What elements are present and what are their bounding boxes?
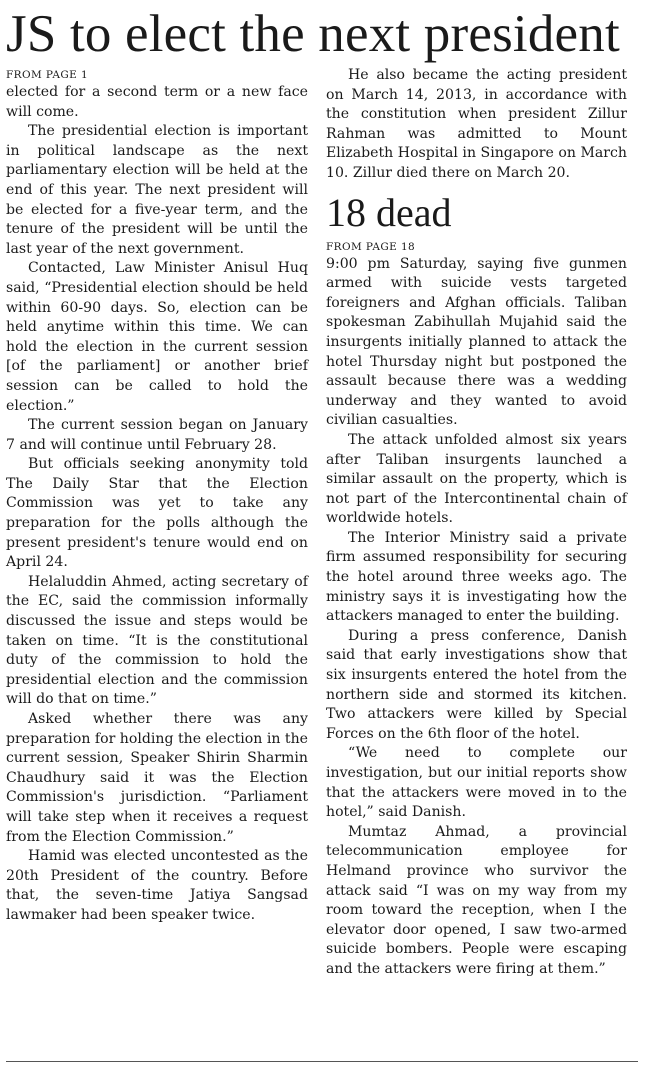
article-paragraph: Hamid was elected uncontested as the 20th President of the country. Before that, the seven-time Jatiya Sangsad lawmaker had been speaker twice.: [6, 848, 308, 923]
article-paragraph: He also became the acting president on March 14, 2013, in accordance with the constitution when president Zillur Rahman was admitted to Mount Elizabeth Hospital in Singapore on March 10. Zillur died there on March 20.: [326, 67, 627, 181]
article-paragraph: Contacted, Law Minister Anisul Huq said, “Presidential election should be held within 60-90 days. So, election can be held anytime within this time. We can hold the election in the current session [of the parliament] or another brief session can be called to hold the election.”: [6, 260, 308, 414]
article-paragraph: The presidential election is important in political landscape as the next parliamentary election will be held at the end of this year. The next president will be elected for a five-year term, and the tenure of the president will be until the last year of the next government.: [6, 123, 308, 257]
article-paragraph: But officials seeking anonymity told The Daily Star that the Election Commission was yet to take any preparation for the polls although the present president's tenure would end on April 24.: [6, 456, 308, 571]
article-paragraph: Asked whether there was any preparation for holding the election in the current session, Speaker Shirin Sharmin Chaudhury said it was the Election Commission's jurisdiction. “Parliament will take step when it receives a request from the Election Commission.”: [6, 711, 308, 845]
article-paragraph: 9:00 pm Saturday, saying five gunmen armed with suicide vests targeted foreigners and Afghan officials. Taliban spokesman Zabihullah Mujahid said the insurgents initially planned to attack the hotel Thursday night but postponed the assault because there was a wedding underway and they wanted to avoid civilian casualties.: [326, 255, 627, 429]
bottom-divider: [6, 1061, 638, 1062]
column-right: [326, 66, 627, 980]
article-paragraph: The attack unfolded almost six years after Taliban insurgents launched a similar assault on the property, which is not part of the Intercontinental chain of worldwide hotels.: [326, 431, 627, 527]
article-headline-president: JS to elect the next president: [6, 5, 620, 63]
article-paragraph: Helaluddin Ahmed, acting secretary of the EC, said the commission informally discussed the issue and steps would be taken on time. “It is the constitutional duty of the commission to hold the presidential election and the commission will do that on time.”: [6, 573, 308, 708]
article-paragraph: The current session began on January 7 and will continue until February 28.: [6, 417, 308, 453]
column-left: [6, 66, 308, 926]
article-paragraph: The Interior Ministry said a private firm assumed responsibility for securing the hotel around three weeks ago. The ministry says it is investigating how the attackers managed to enter the building.: [326, 529, 627, 625]
continuation-kicker-page-1: FROM PAGE 1: [6, 69, 89, 81]
article-paragraph: elected for a second term or a new face will come.: [6, 84, 308, 120]
continuation-kicker-page-18: FROM PAGE 18: [326, 240, 416, 253]
article-paragraph: “We need to complete our investigation, but our initial reports show that the attackers were moved in to the hotel,” said Danish.: [326, 745, 627, 821]
article-headline-18-dead: 18 dead: [326, 189, 452, 235]
article-paragraph: Mumtaz Ahmad, a provincial telecommunication employee for Helmand province who survivor the attack said “I was on my way from my room toward the reception, when I the elevator door opened, I saw two-armed suicide bombers. People were escaping and the attackers were firing at them.”: [326, 823, 627, 977]
article-paragraph: During a press conference, Danish said that early investigations show that six insurgents entered the hotel from the northern side and stormed its kitchen. Two attackers were killed by Special Forces on the 6th floor of the hotel.: [326, 627, 627, 742]
